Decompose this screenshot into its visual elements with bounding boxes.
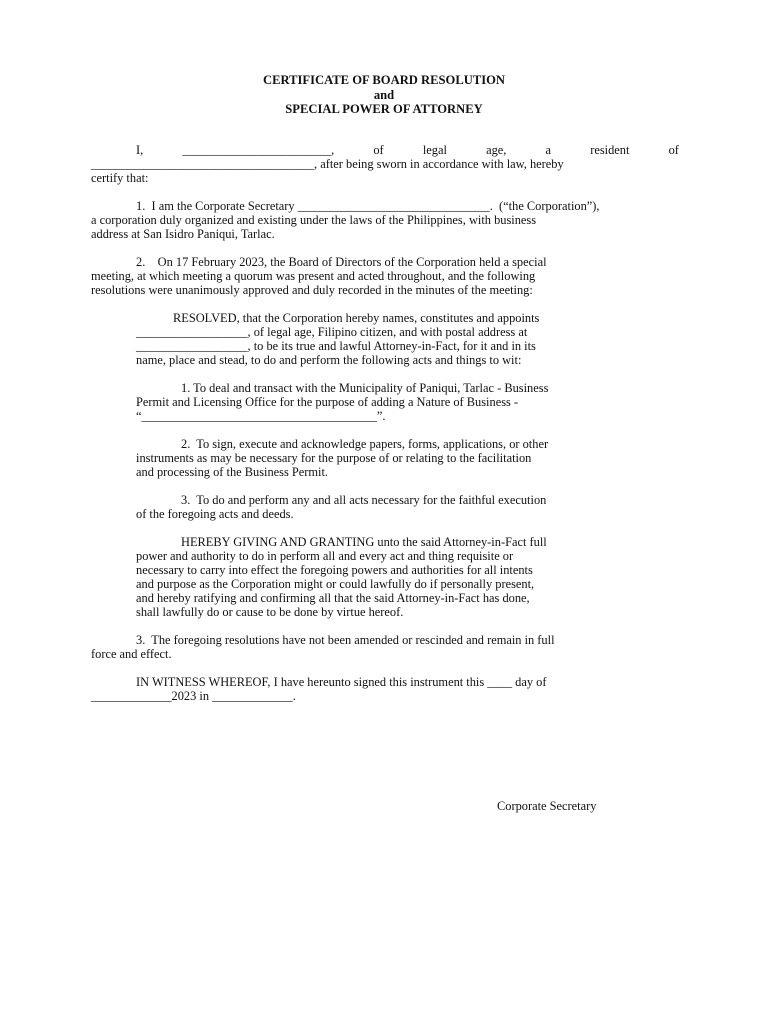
granting-line-3: necessary to carry into effect the foregoing powers and authorities for all intents bbox=[136, 563, 533, 577]
intro-line-1: I, ________________________, of legal age, a resident of bbox=[136, 143, 679, 157]
para3-line-2: force and effect. bbox=[91, 647, 172, 661]
item3-line-1: 3. To do and perform any and all acts necessary for the faithful execution bbox=[181, 493, 547, 507]
para2-line-1: 2. On 17 February 2023, the Board of Directors of the Corporation held a special bbox=[136, 255, 547, 269]
granting-line-1: HEREBY GIVING AND GRANTING unto the said Attorney-in-Fact full bbox=[181, 535, 547, 549]
para1-line-1: 1. I am the Corporate Secretary _______________________________. (“the Corporation”), bbox=[136, 199, 600, 213]
granting-line-2: power and authority to do in perform all and every act and thing requisite or bbox=[136, 549, 514, 563]
title-conjunction: and bbox=[373, 88, 395, 102]
granting-line-6: shall lawfully do or cause to be done by virtue hereof. bbox=[136, 605, 404, 619]
resolved-line-1: RESOLVED, that the Corporation hereby names, constitutes and appoints bbox=[173, 311, 540, 325]
para2-line-3: resolutions were unanimously approved and duly recorded in the minutes of the meeting: bbox=[91, 283, 533, 297]
witness-line-2: _____________2023 in _____________. bbox=[91, 689, 296, 703]
para1-line-3: address at San Isidro Paniqui, Tarlac. bbox=[91, 227, 275, 241]
item2-line-1: 2. To sign, execute and acknowledge papers, forms, applications, or other bbox=[181, 437, 549, 451]
resolved-line-4: name, place and stead, to do and perform the following acts and things to wit: bbox=[136, 353, 522, 367]
signature-label: Corporate Secretary bbox=[497, 799, 597, 813]
item3-line-2: of the foregoing acts and deeds. bbox=[136, 507, 294, 521]
resolved-line-2: __________________, of legal age, Filipino citizen, and with postal address at bbox=[136, 325, 528, 339]
intro-line-3: certify that: bbox=[91, 171, 149, 185]
para1-line-2: a corporation duly organized and existing under the laws of the Philippines, with business bbox=[91, 213, 537, 227]
document-title: CERTIFICATE OF BOARD RESOLUTION bbox=[262, 73, 506, 87]
para3-line-1: 3. The foregoing resolutions have not been amended or rescinded and remain in full bbox=[136, 633, 555, 647]
document-subtitle: SPECIAL POWER OF ATTORNEY bbox=[285, 102, 483, 116]
intro-line-2: ____________________________________, after being sworn in accordance with law, hereby bbox=[91, 157, 564, 171]
item2-line-2: instruments as may be necessary for the purpose of or relating to the facilitation bbox=[136, 451, 532, 465]
item1-line-1: 1. To deal and transact with the Municipality of Paniqui, Tarlac - Business bbox=[181, 381, 549, 395]
granting-line-4: and purpose as the Corporation might or could lawfully do if personally present, bbox=[136, 577, 535, 591]
granting-line-5: and hereby ratifying and confirming all that the said Attorney-in-Fact has done, bbox=[136, 591, 530, 605]
item2-line-3: and processing of the Business Permit. bbox=[136, 465, 329, 479]
resolved-line-3: __________________, to be its true and lawful Attorney-in-Fact, for it and in its bbox=[136, 339, 536, 353]
item1-line-2: Permit and Licensing Office for the purpose of adding a Nature of Business - bbox=[136, 395, 519, 409]
item1-line-3: “______________________________________”. bbox=[136, 409, 386, 423]
para2-line-2: meeting, at which meeting a quorum was present and acted throughout, and the following bbox=[91, 269, 536, 283]
witness-line-1: IN WITNESS WHEREOF, I have hereunto signed this instrument this ____ day of bbox=[136, 675, 547, 689]
